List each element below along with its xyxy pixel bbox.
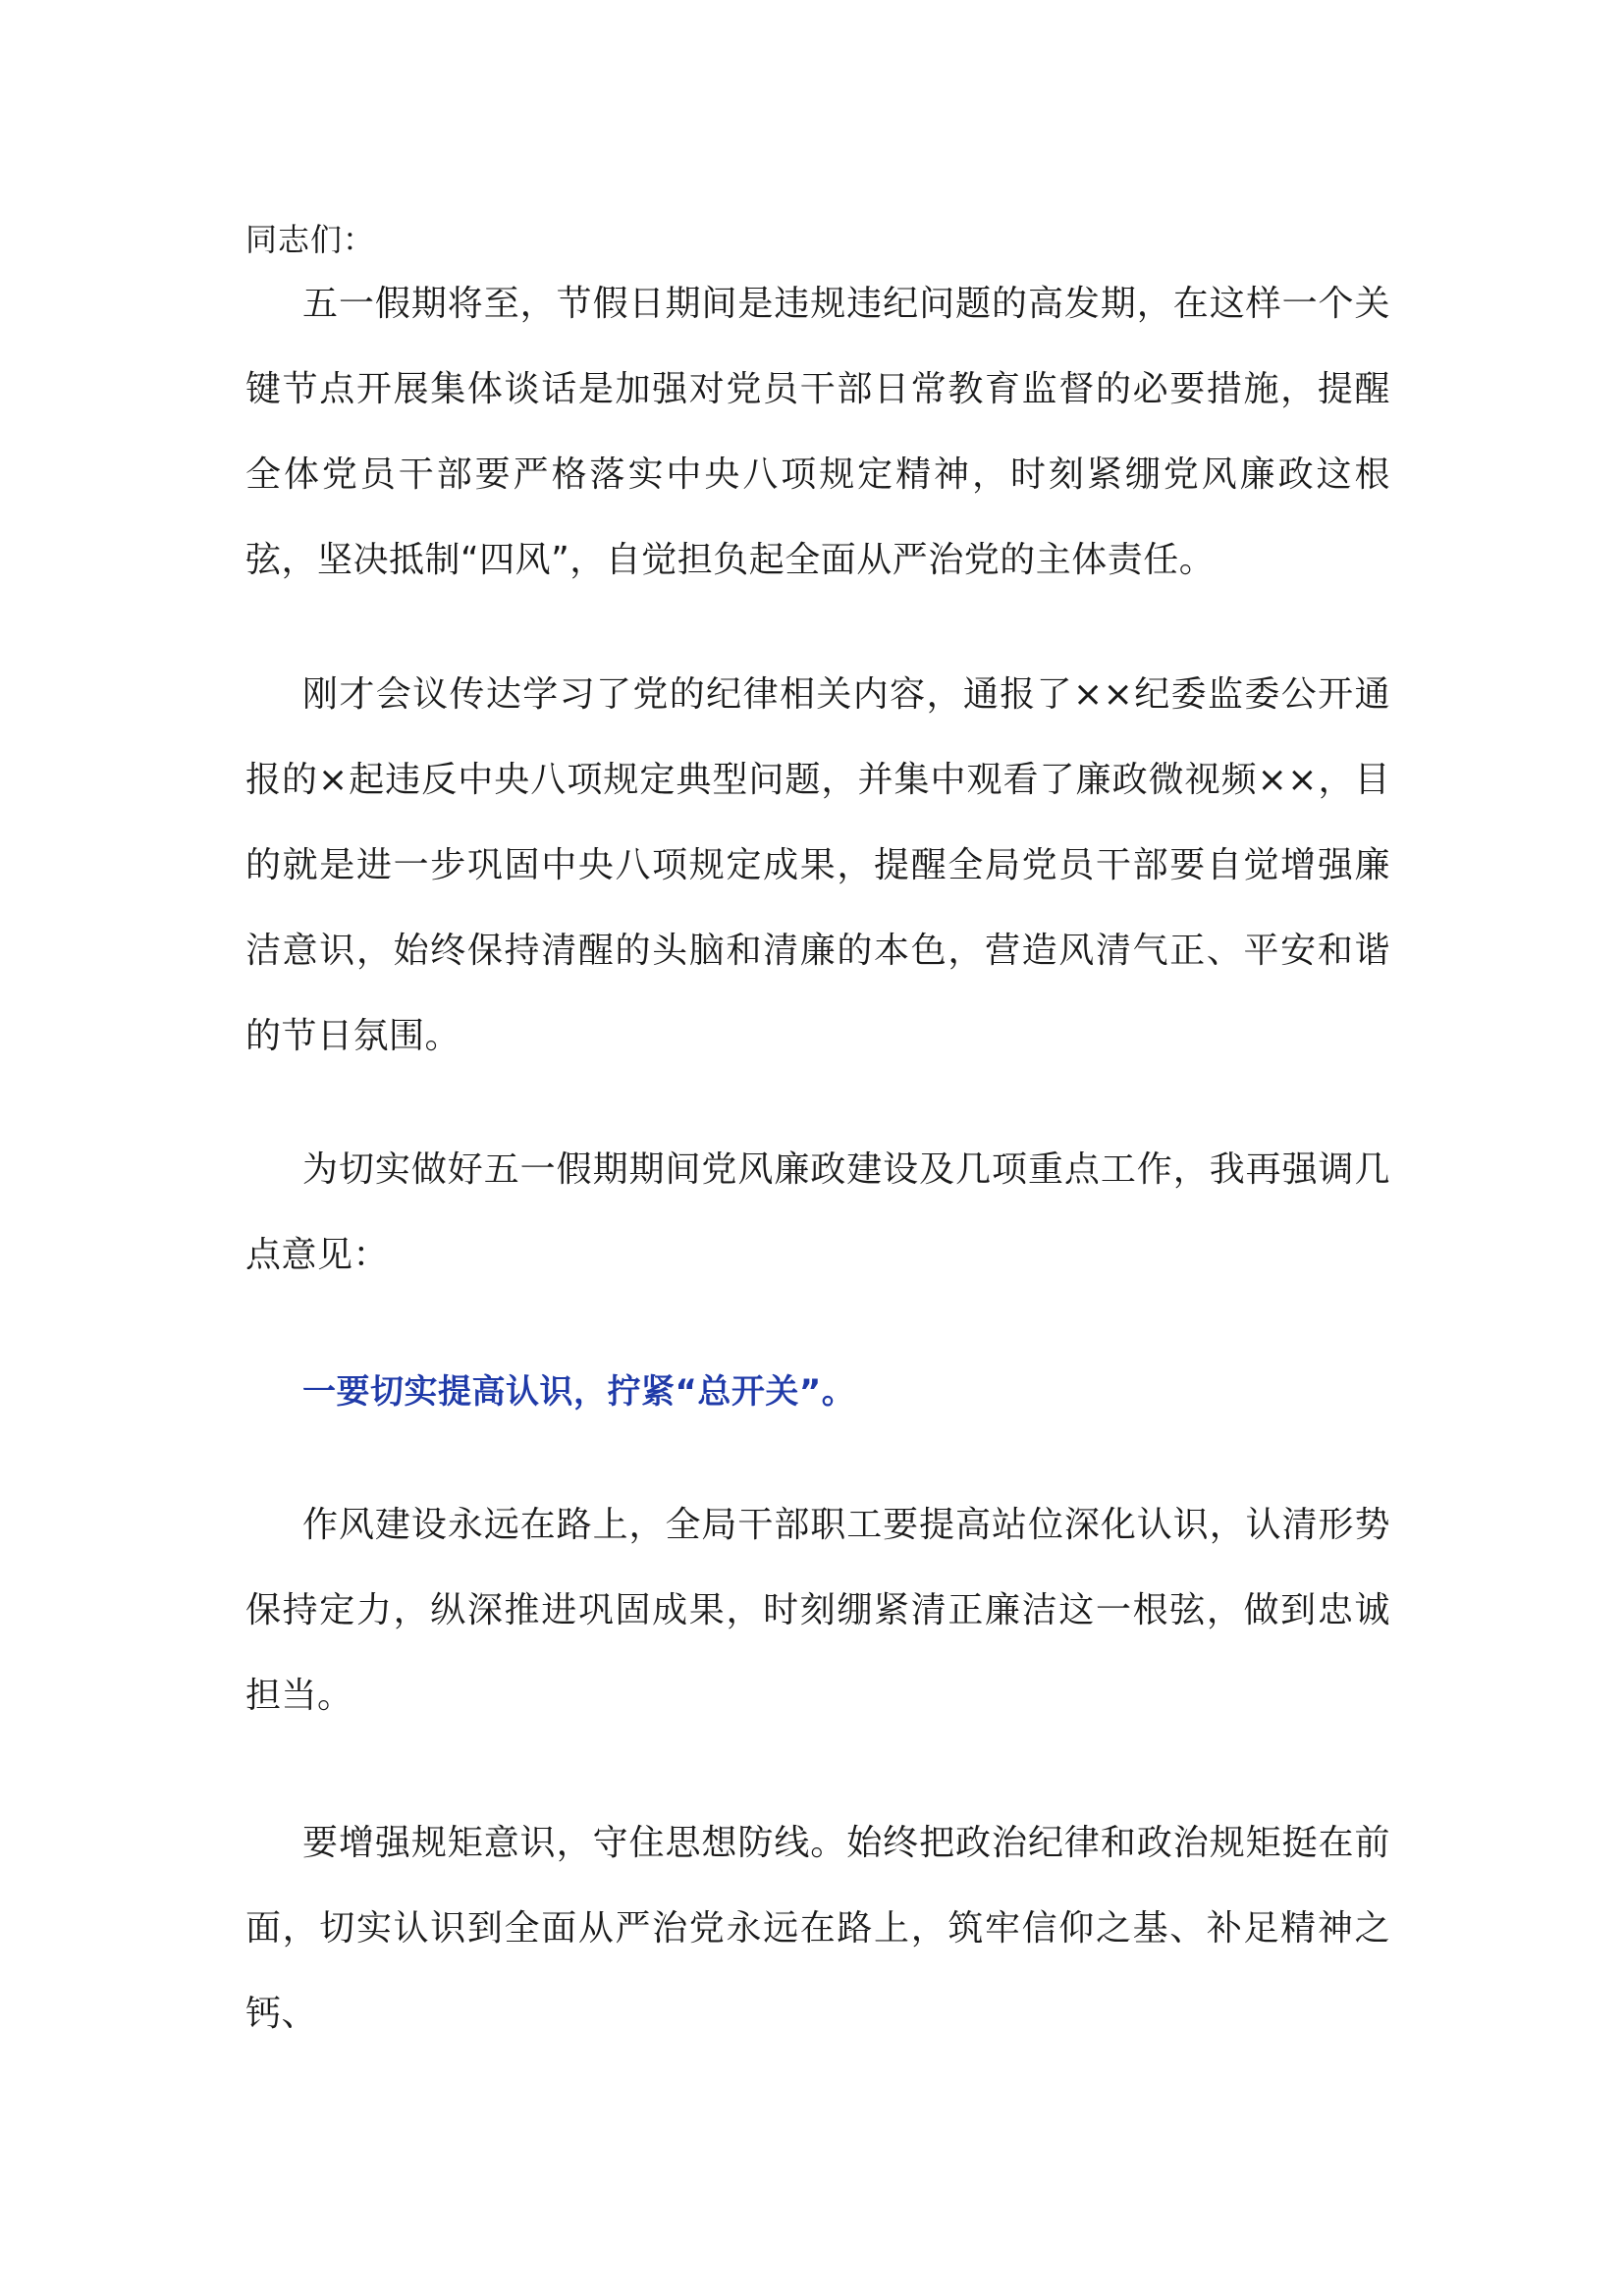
paragraph-2: 刚才会议传达学习了党的纪律相关内容，通报了××纪委监委公开通报的×起违反中央八项规定典型问题，并集中观看了廉政微视频××，目的就是进一步巩固中央八项规定成果，提醒全局党员干部要自觉增强廉洁意识，始终保持清醒的头脑和清廉的本色，营造风清气正、平安和谐的节日氛围。 bbox=[245, 674, 1390, 1056]
document-page bbox=[245, 0, 1390, 2296]
paragraph-5: 要增强规矩意识，守住思想防线。始终把政治纪律和政治规矩挺在前面，切实认识到全面从严治党永远在路上，筑牢信仰之基、补足精神之钙、 bbox=[245, 1823, 1390, 2034]
paragraph-1: 五一假期将至，节假日期间是违规违纪问题的高发期，在这样一个关键节点开展集体谈话是加强对党员干部日常教育监督的必要措施，提醒全体党员干部要严格落实中央八项规定精神，时刻紧绷党风廉政这根弦，坚决抵制“四风”，自觉担负起全面从严治党的主体责任。 bbox=[245, 284, 1390, 580]
paragraph-3: 为切实做好五一假期期间党风廉政建设及几项重点工作，我再强调几点意见： bbox=[245, 1149, 1390, 1275]
paragraph-4: 作风建设永远在路上，全局干部职工要提高站位深化认识，认清形势保持定力，纵深推进巩固成果，时刻绷紧清正廉洁这一根弦，做到忠诚担当。 bbox=[245, 1505, 1390, 1716]
section-heading-1: 一要切实提高认识，拧紧“总开关”。 bbox=[302, 1372, 856, 1412]
greeting: 同志们： bbox=[245, 221, 376, 258]
